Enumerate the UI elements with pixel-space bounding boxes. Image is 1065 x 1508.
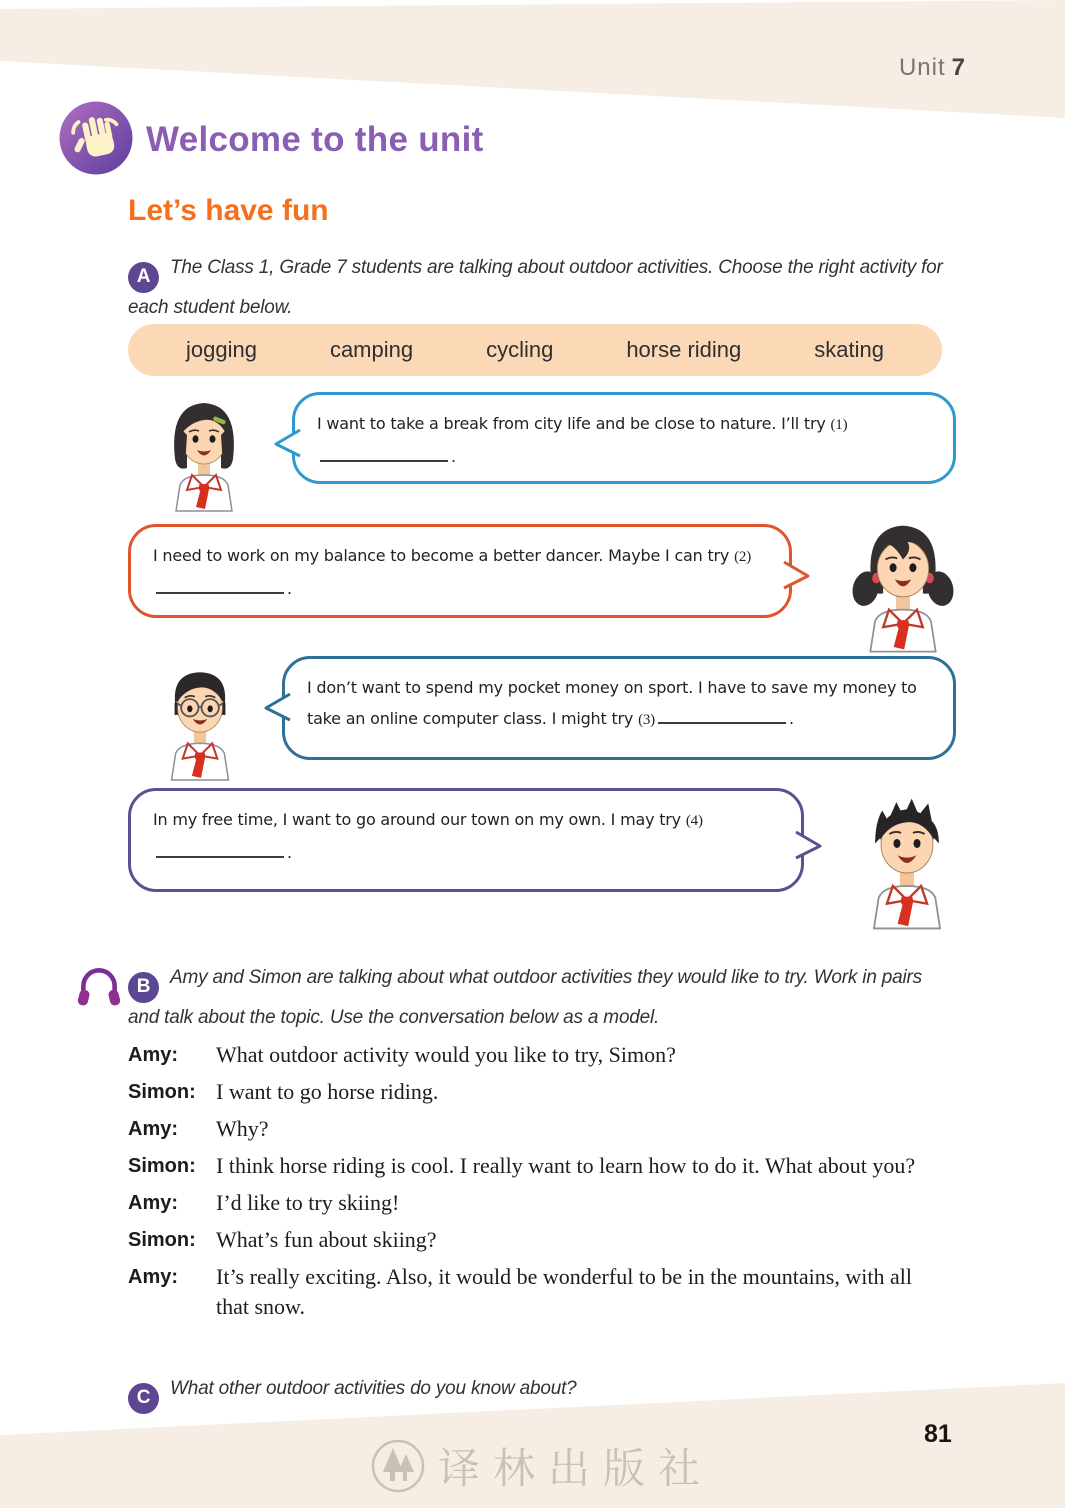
dialogue-line: It’s really exciting. Also, it would be wonderful to be in the mountains, with all that snow. xyxy=(216,1264,912,1319)
unit-label xyxy=(899,54,966,82)
dialogue-line: What’s fun about skiing? xyxy=(216,1227,437,1252)
publisher-watermark-text: 译林出版社 xyxy=(438,1445,714,1492)
blank-number: (3) xyxy=(638,712,655,728)
word-bank-item: cycling xyxy=(486,337,554,362)
bubble-tail xyxy=(273,427,301,459)
bubble-text: I want to take a break from city life and be close to nature. I’ll try xyxy=(317,414,826,433)
speaker-name: Amy: xyxy=(128,1192,179,1214)
speech-bubble-2: I need to work on my balance to become a better dancer. Maybe I can try (2). xyxy=(128,524,792,618)
bubble-tail xyxy=(783,559,811,591)
unit-number: 7 xyxy=(951,54,966,81)
dialogue-line: I’d like to try skiing! xyxy=(216,1190,400,1215)
bubble-text: In my free time, I want to go around our town on my own. I may try xyxy=(153,810,681,829)
student-avatar-boy-glasses xyxy=(148,660,252,782)
speech-bubble-3: I don’t want to spend my pocket money on sport. I have to save my money to take an online computer class. I might try (3) . xyxy=(282,656,956,760)
blank-number: (1) xyxy=(830,417,848,433)
student-avatar-girl-bob xyxy=(152,393,256,513)
publisher-logo-icon xyxy=(370,1438,426,1494)
unit-word: Unit xyxy=(898,54,946,81)
task-a-badge: A xyxy=(128,262,159,293)
task-a-instruction xyxy=(128,253,950,323)
dialogue-line: Why? xyxy=(216,1116,269,1141)
speaker-name: Simon: xyxy=(128,1155,196,1177)
task-b-instruction-text: Amy and Simon are talking about what outdoor activities they would like to try. Work in pairs and talk about the topic. Use the conversation below as a model. xyxy=(128,967,922,1028)
publisher-watermark xyxy=(370,1436,713,1496)
task-b-badge: B xyxy=(128,972,159,1003)
bubble-text: I don’t want to spend my pocket money on sport. I have to save my money to take an online computer class. I might try xyxy=(307,678,917,728)
answer-blank xyxy=(320,444,448,462)
lesson-title: Let’s have fun xyxy=(128,194,329,227)
task-c-instruction xyxy=(128,1374,950,1414)
task-b-instruction xyxy=(128,963,950,1033)
page-title: Welcome to the unit xyxy=(146,120,484,159)
word-bank-item: jogging xyxy=(186,337,257,362)
bubble-tail xyxy=(795,829,823,861)
dialogue-line: What outdoor activity would you like to try, Simon? xyxy=(216,1042,676,1067)
speaker-name: Amy: xyxy=(128,1266,179,1288)
word-bank-item: horse riding xyxy=(626,337,742,362)
blank-number: (4) xyxy=(685,813,703,829)
blank-number: (2) xyxy=(734,549,751,565)
dialogue xyxy=(128,1040,946,1322)
page-number: 81 xyxy=(924,1420,952,1448)
word-bank-item: skating xyxy=(814,337,884,362)
answer-blank xyxy=(658,706,786,724)
speech-bubble-1: I want to take a break from city life and be close to nature. I’ll try (1). xyxy=(292,392,956,484)
task-a-instruction-text: The Class 1, Grade 7 students are talking about outdoor activities. Choose the right activity for each student below. xyxy=(128,257,943,318)
speech-bubble-4: In my free time, I want to go around our town on my own. I may try (4). xyxy=(128,788,804,892)
student-avatar-boy-spiky xyxy=(848,786,966,934)
speaker-name: Amy: xyxy=(128,1044,179,1066)
bubble-text: I need to work on my balance to become a better dancer. Maybe I can try xyxy=(153,546,730,565)
task-c-instruction-text: What other outdoor activities do you know about? xyxy=(170,1378,577,1399)
speaker-name: Amy: xyxy=(128,1118,179,1140)
answer-blank xyxy=(156,840,284,858)
waving-hand-icon xyxy=(58,100,134,176)
task-c-badge: C xyxy=(128,1383,159,1414)
dialogue-line: I think horse riding is cool. I really want to learn how to do it. What about you? xyxy=(216,1153,916,1178)
headphones-icon xyxy=(76,962,122,1010)
bubble-tail xyxy=(263,691,291,723)
word-bank xyxy=(128,324,942,376)
dialogue-line: I want to go horse riding. xyxy=(216,1079,439,1104)
speaker-name: Simon: xyxy=(128,1229,196,1251)
word-bank-item: camping xyxy=(329,337,414,362)
student-avatar-girl-pigtails xyxy=(840,514,966,654)
speaker-name: Simon: xyxy=(128,1081,196,1103)
answer-blank xyxy=(156,576,284,594)
